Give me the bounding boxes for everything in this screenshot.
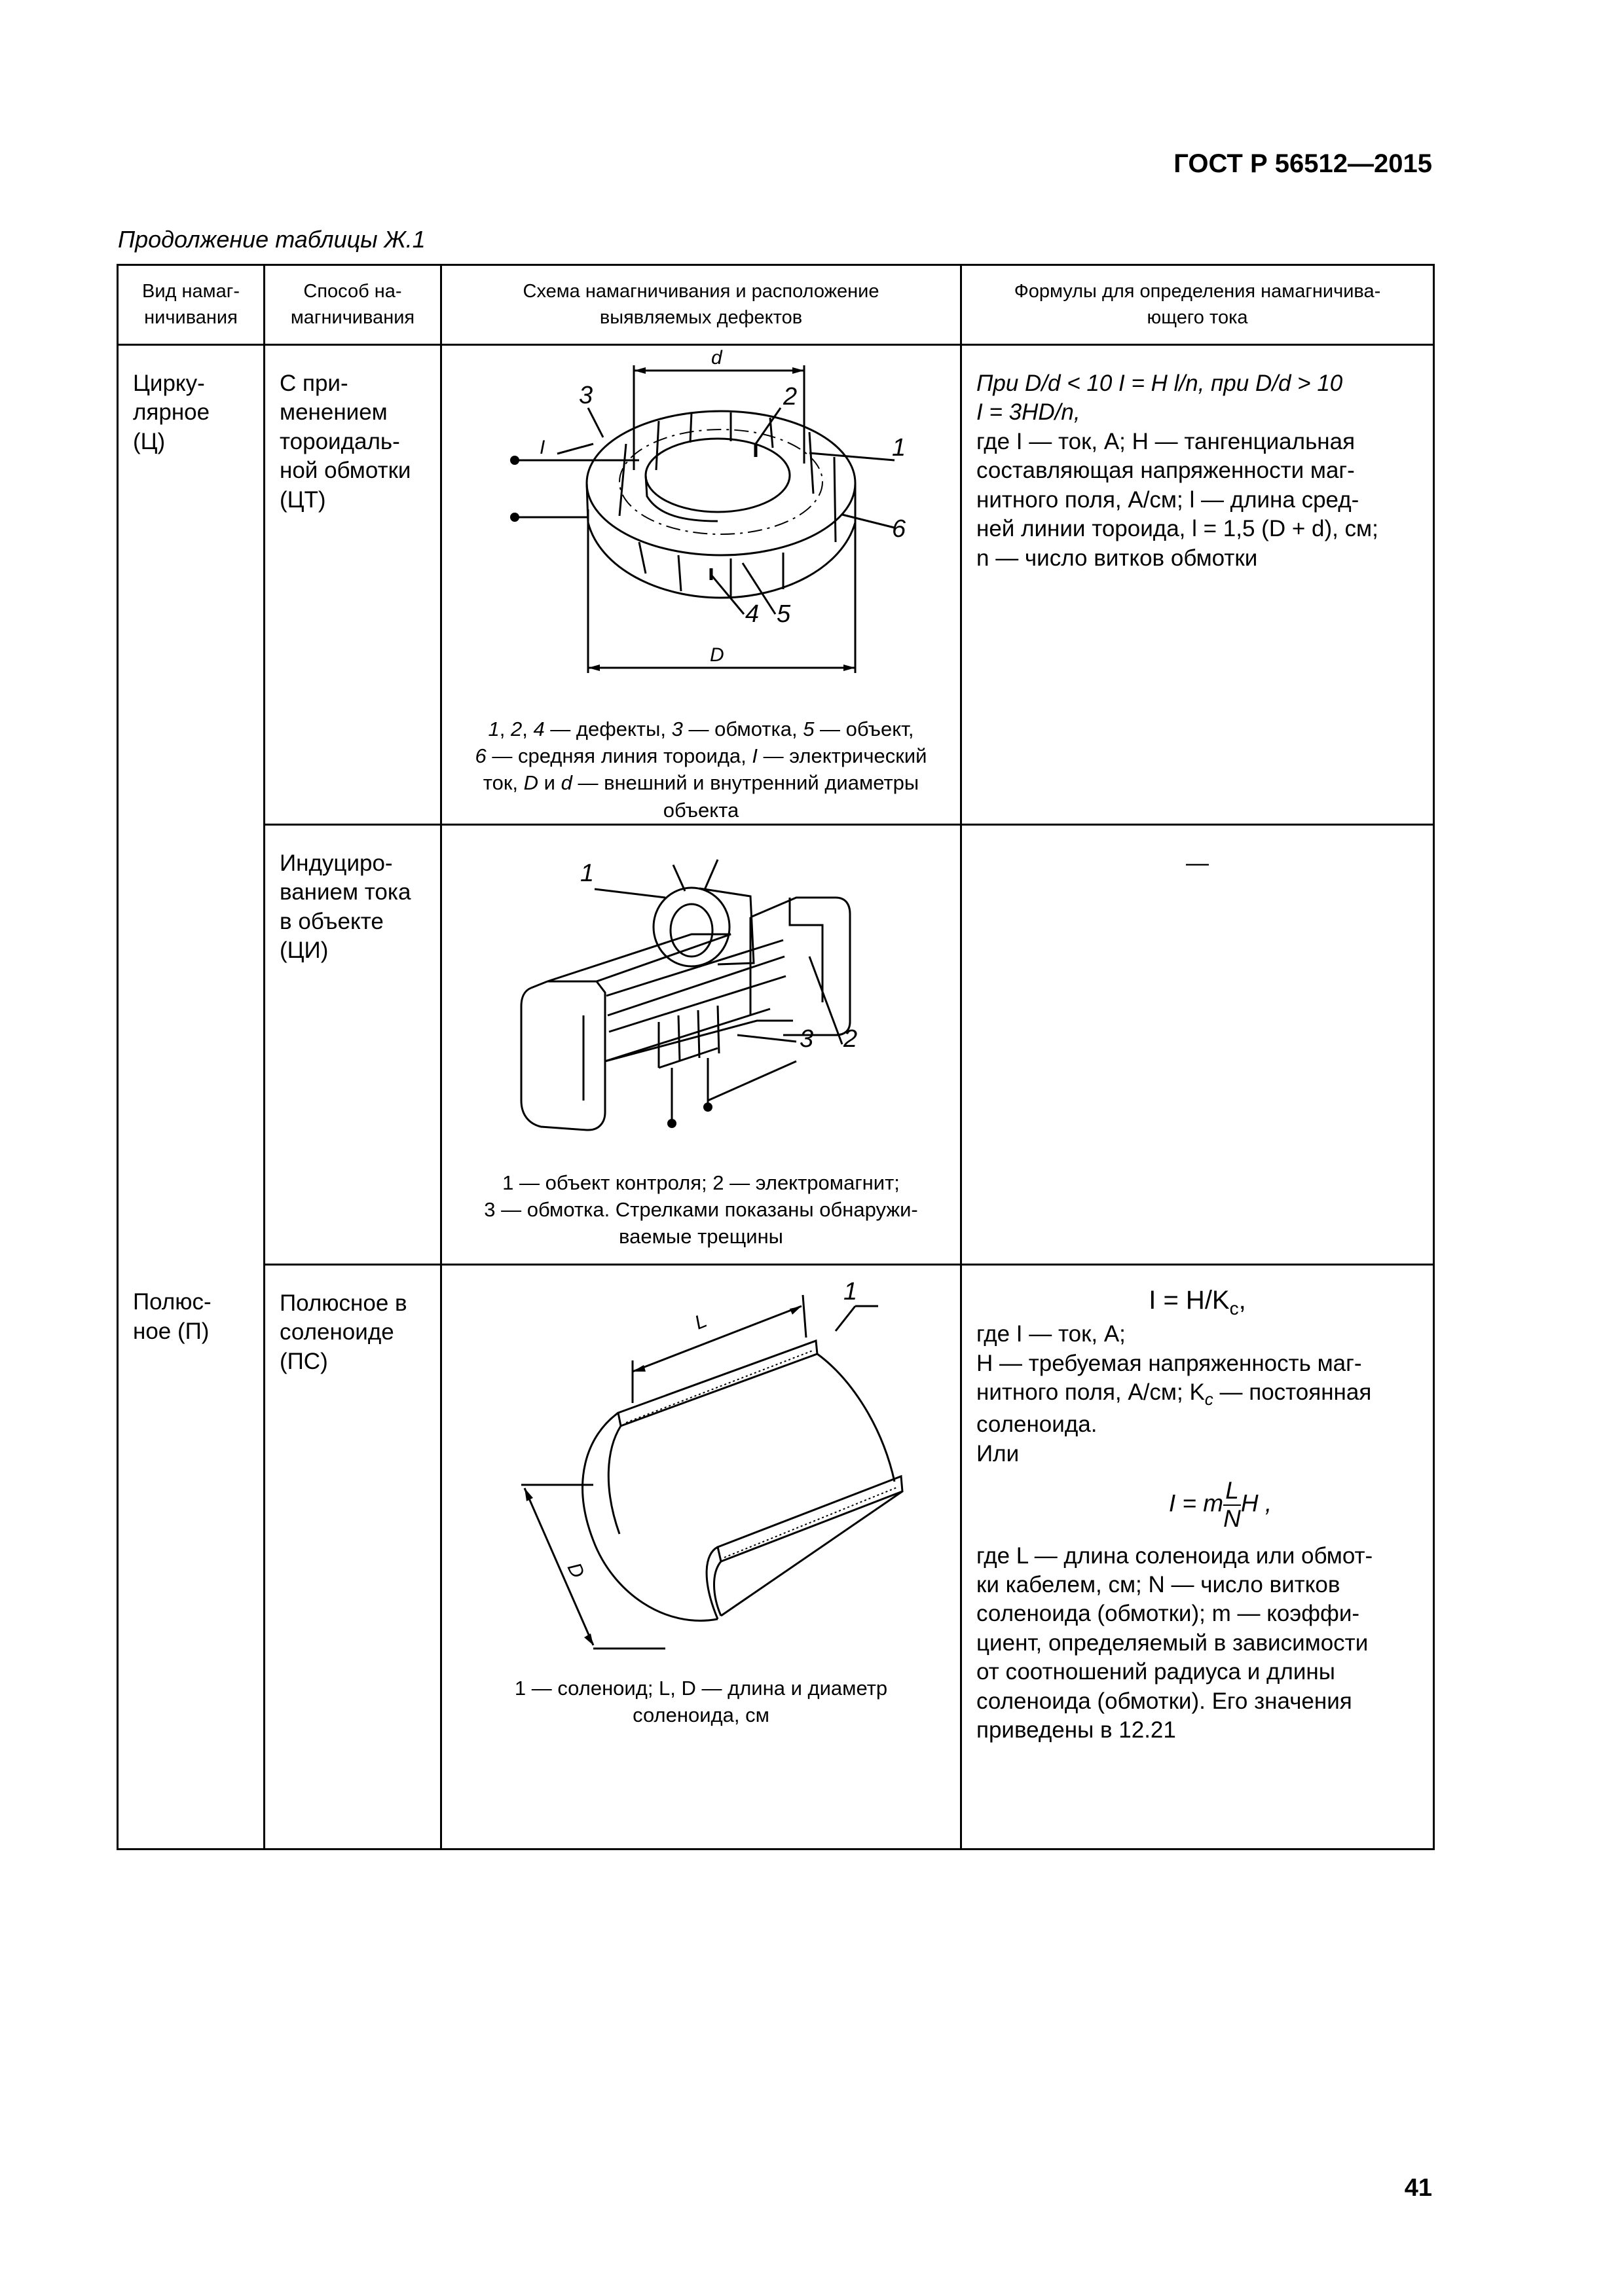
electromagnet-diagram xyxy=(443,826,960,1166)
table-row xyxy=(118,345,1434,825)
yoke-label-3: 3 xyxy=(799,1025,813,1053)
definitions-text-tail: — постоянная соленоида. Или xyxy=(976,1379,1372,1467)
solenoid-main-formula xyxy=(976,1284,1418,1321)
column-header: Схема намагничивания и расположение выявляемых дефектов xyxy=(441,265,961,345)
toroid-label-3: 3 xyxy=(578,382,593,409)
table-caption: Продолжение таблицы Ж.1 xyxy=(118,226,426,253)
solenoid-figure-cell xyxy=(441,1264,961,1849)
magnetization-type-polar: Полюс- ное (П) xyxy=(118,1264,265,1849)
method-induced: Индуциро- ванием тока в объекте (ЦИ) xyxy=(265,824,441,1264)
column-header: Способ на- магничивания xyxy=(265,265,441,345)
magnetization-type-circular: Цирку- лярное (Ц) xyxy=(118,345,265,825)
solenoid-label-1: 1 xyxy=(843,1277,857,1305)
fraction-denominator: N xyxy=(1223,1504,1241,1532)
formula-I-H-Kc: I = H/K xyxy=(1149,1285,1230,1315)
formula-comma: , xyxy=(1238,1285,1246,1315)
toroid-caption-part: 1 xyxy=(488,718,500,740)
solenoid-label-L: L xyxy=(691,1309,710,1334)
toroid-caption-part: 2 xyxy=(510,718,523,740)
toroid-formula-line1: При D/d < 10 I = H l/n, при D/d > 10 xyxy=(976,371,1343,396)
toroid-caption-part: 4 xyxy=(533,718,545,740)
induced-formula-cell xyxy=(961,824,1434,1264)
solenoid-figure-caption: 1 — соленоид; L, D — длина и диаметр соленоида, см xyxy=(514,1676,888,1727)
page-number: 41 xyxy=(1404,2174,1432,2202)
toroid-caption-part: — средняя линия тороида, xyxy=(486,744,752,768)
toroid-label-6: 6 xyxy=(891,515,906,543)
toroid-caption-part: I xyxy=(752,744,758,768)
toroid-caption-part: 3 xyxy=(671,718,683,740)
toroid-label-2: 2 xyxy=(783,383,797,410)
alt-formula-left: I = m xyxy=(1168,1489,1224,1517)
yoke-label-2: 2 xyxy=(843,1025,857,1053)
toroid-caption-part: , xyxy=(499,718,511,740)
table-row xyxy=(118,1264,1434,1849)
column-header: Формулы для определения намагничива- ющего тока xyxy=(961,265,1434,345)
yoke-label-1: 1 xyxy=(580,859,594,887)
toroid-diagram xyxy=(443,346,960,712)
toroid-caption-part: — внешний и внутренний диаметры объекта xyxy=(578,771,919,822)
definitions-subscript: c xyxy=(1204,1389,1213,1410)
toroid-label-5: 5 xyxy=(776,600,790,628)
solenoid-label-D: D xyxy=(563,1559,589,1582)
toroid-caption-part: — электрический ток, xyxy=(483,744,927,795)
toroid-label-1: 1 xyxy=(891,434,906,462)
toroid-caption-part: — объект, xyxy=(820,718,914,740)
standard-number: ГОСТ Р 56512—2015 xyxy=(1173,149,1432,178)
table-header-row xyxy=(118,265,1434,345)
fraction-numerator: L xyxy=(1223,1478,1241,1506)
toroid-label-I: I xyxy=(539,437,545,458)
toroid-formula-definitions: где I — ток, А; H — тангенциальная составляющая напряженности маг- нитного поля, А/см; l — длина сред- ней линии тороида, l = 1,5 (D + d), см; n — число витков обмотки xyxy=(976,428,1378,571)
toroid-figure-cell xyxy=(441,345,961,825)
toroid-caption-part: и xyxy=(538,771,561,795)
magnetization-type-continued xyxy=(118,824,265,1264)
yoke-figure-cell xyxy=(441,824,961,1264)
method-toroidal: С при- менением тороидаль- ной обмотки (ЦТ) xyxy=(265,345,441,825)
toroid-caption-part: — обмотка, xyxy=(682,718,803,740)
toroid-caption-part: — дефекты, xyxy=(544,718,672,740)
toroid-label-4: 4 xyxy=(745,600,759,628)
definitions-text: где I — ток, А; H — требуемая напряженность маг- нитного поля, А/см; K xyxy=(976,1321,1362,1406)
toroid-caption-part: 5 xyxy=(803,718,815,740)
toroid-formula-line2: I = 3HD/n, xyxy=(976,399,1080,426)
magnetization-table xyxy=(117,264,1435,1850)
toroid-caption-part: d xyxy=(561,771,572,795)
fraction-L-over-N xyxy=(1223,1478,1241,1532)
table-row xyxy=(118,824,1434,1264)
toroid-caption-part: D xyxy=(523,771,539,795)
solenoid-definitions-2: где L — длина соленоида или обмот- ки кабелем, см; N — число витков соленоида (обмотки); m — коэффи- циент, определяемый в зависимости от соотношений радиуса и длины соленоида (обмотки). Его значения приведены в 12.21 xyxy=(976,1542,1373,1743)
solenoid-diagram xyxy=(443,1266,960,1671)
alt-formula-right: H , xyxy=(1240,1489,1272,1517)
solenoid-definitions-1 xyxy=(976,1320,1418,1468)
solenoid-alt-formula xyxy=(1022,1478,1418,1532)
toroid-figure-caption xyxy=(442,716,960,824)
solenoid-formula-cell xyxy=(961,1264,1434,1849)
method-solenoid: Полюсное в соленоиде (ПС) xyxy=(265,1264,441,1849)
toroid-formula-cell xyxy=(961,345,1434,825)
toroid-caption-part: 6 xyxy=(475,744,487,768)
toroid-caption-part: , xyxy=(522,718,534,740)
toroid-label-D: D xyxy=(709,644,724,666)
formula-subscript: c xyxy=(1229,1298,1239,1319)
electromagnet-figure-caption: 1 — объект контроля; 2 — электромагнит; 3 — обмотка. Стрелками показаны обнаружи- ваемые трещины xyxy=(484,1171,918,1248)
column-header: Вид намаг- ничивания xyxy=(118,265,265,345)
toroid-label-d: d xyxy=(710,347,722,369)
no-formula-dash: — xyxy=(1186,850,1209,876)
